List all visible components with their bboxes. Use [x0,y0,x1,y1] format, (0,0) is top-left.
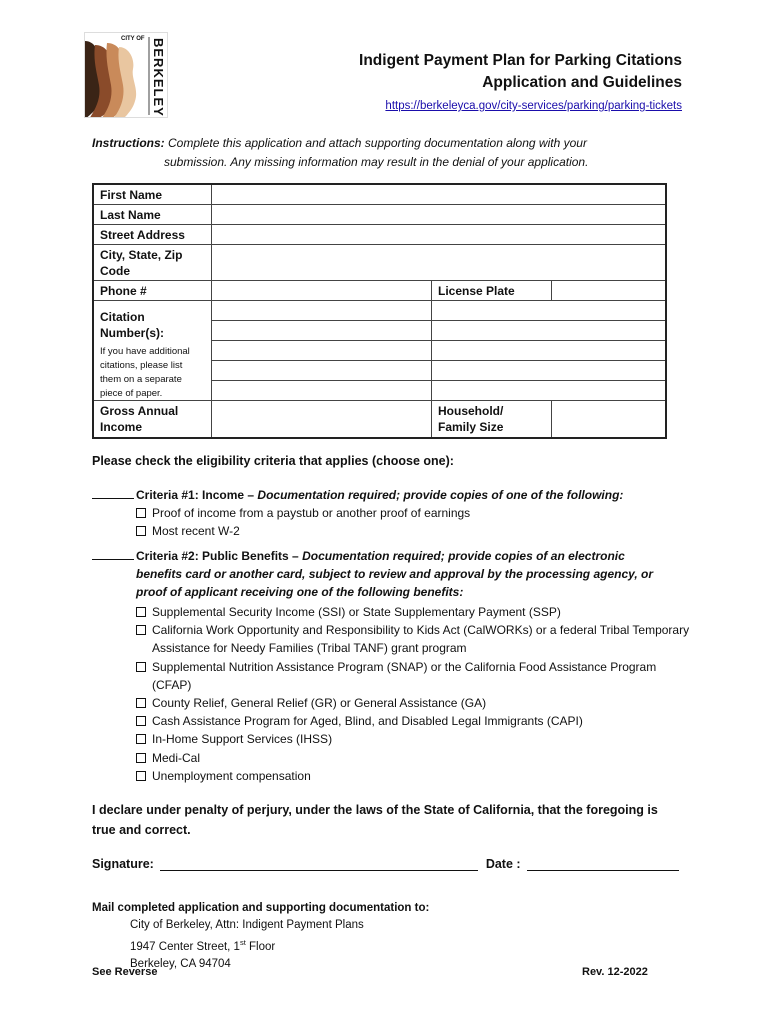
instructions-line2: submission. Any missing information may result in the denial of your application. [164,155,589,169]
citation-field-1b[interactable] [432,301,665,320]
checkbox[interactable] [136,771,146,781]
citation-field-2b[interactable] [432,321,665,340]
applicant-form [92,183,667,439]
declaration [92,800,692,840]
date-label: Date : [485,857,521,871]
option-paystub[interactable]: Proof of income from a paystub or another proof of earnings [136,504,692,522]
income-label-line1: Gross Annual [100,404,179,418]
checkbox[interactable] [136,607,146,617]
option-calworks[interactable]: California Work Opportunity and Responsibility to Kids Act (CalWORKs) or a federal Tribal Temporary Assistance for Needy Families (Tribal TANF) grant program [136,621,692,657]
citation-field-3b[interactable] [432,341,665,360]
option-unemployment[interactable]: Unemployment compensation [136,767,692,785]
phone-field[interactable] [212,281,431,300]
page-title: Indigent Payment Plan for Parking Citations [359,52,682,69]
citation-note-3: them on a separate [100,374,182,385]
option-w2[interactable]: Most recent W-2 [136,522,692,540]
city-state-zip-label [94,245,212,280]
household-size-field[interactable] [552,401,665,437]
city-row [94,245,665,281]
city-state-zip-field[interactable] [212,245,665,280]
citation-field-4a[interactable] [212,361,431,380]
phone-label: Phone # [94,281,212,300]
criteria-1 [92,486,623,504]
citation-note-4: piece of paper. [100,388,163,399]
license-plate-field[interactable] [552,281,665,300]
title-block [359,50,682,116]
option-capi[interactable]: Cash Assistance Program for Aged, Blind, and Disabled Legal Immigrants (CAPI) [136,712,692,730]
income-label-line2: Income [100,420,143,434]
declaration-line2: true and correct. [92,823,191,837]
last-name-row [94,205,665,225]
last-name-field[interactable] [212,205,665,224]
citation-label-line1: Citation [100,310,145,324]
income-label [94,401,212,437]
berkeley-logo [84,32,168,118]
option-county-relief[interactable]: County Relief, General Relief (GR) or General Assistance (GA) [136,694,692,712]
option-ssi[interactable]: Supplemental Security Income (SSI) or State Supplementary Payment (SSP) [136,603,692,621]
criteria-1-desc: Documentation required; provide copies of one of the following: [254,488,624,502]
criteria-2-desc: Documentation required; provide copies of an electronic [298,549,625,563]
checkbox[interactable] [136,716,146,726]
mail-addr2-sup: st [239,938,246,947]
option-medi-cal[interactable]: Medi-Cal [136,749,692,767]
criteria-2-cont2: proof of applicant receiving one of the following benefits: [136,585,464,599]
phone-row [94,281,665,301]
citation-field-5a[interactable] [212,381,431,400]
citation-field-5b[interactable] [432,381,665,400]
checkbox[interactable] [136,753,146,763]
household-label [432,401,552,437]
see-reverse: See Reverse [92,966,158,978]
declaration-line1: I declare under penalty of perjury, under the laws of the State of California, that the foregoing is [92,803,658,817]
last-name-label: Last Name [94,205,212,224]
street-label: Street Address [94,225,212,244]
signature-label: Signature: [92,857,154,871]
criteria-2-name: Criteria #2: Public Benefits – [136,549,299,563]
mail-addr2-pre: 1947 Center Street, 1 [130,940,240,953]
criteria-2 [92,547,653,601]
mail-addr2-post: Floor [245,940,276,953]
eligibility-heading: Please check the eligibility criteria that applies (choose one): [92,454,454,468]
option-ihss[interactable]: In-Home Support Services (IHSS) [136,730,692,748]
mail-heading: Mail completed application and supporting documentation to: [92,902,430,914]
instructions-line1: Complete this application and attach supporting documentation along with your [164,136,587,150]
first-name-label: First Name [94,185,212,204]
citation-field-4b[interactable] [432,361,665,380]
citation-label-line2: Number(s): [100,326,165,340]
option-snap[interactable]: Supplemental Nutrition Assistance Program (SNAP) or the California Food Assistance Program (CFAP) [136,658,692,694]
checkbox[interactable] [136,698,146,708]
criteria-1-name: Criteria #1: Income – [136,488,255,502]
mail-addr3: Berkeley, CA 94704 [130,957,231,970]
logo-berkeley: BERKELEY [151,38,166,117]
citation-row [94,301,665,401]
criteria-2-check-line[interactable] [92,559,134,560]
household-label-line2: Family Size [438,420,504,434]
instructions-label: Instructions: [92,136,165,150]
date-line[interactable] [527,857,679,871]
parking-tickets-link[interactable]: https://berkeleyca.gov/city-services/parking/parking-tickets [385,100,682,112]
street-row [94,225,665,245]
income-row [94,401,665,437]
checkbox[interactable] [136,625,146,635]
criteria-2-options [136,603,692,785]
citation-field-3a[interactable] [212,341,431,360]
street-address-field[interactable] [212,225,665,244]
criteria-1-options [136,504,692,540]
household-label-line1: Household/ [438,404,504,418]
revision: Rev. 12-2022 [582,966,648,978]
first-name-field[interactable] [212,185,665,204]
mailing-info [92,900,429,973]
city-label-line2: Code [100,264,130,278]
signature-row [92,857,679,871]
citation-note-1: If you have additional [100,346,190,357]
checkbox[interactable] [136,662,146,672]
gross-income-field[interactable] [212,401,431,437]
city-label-line1: City, State, Zip [100,248,183,262]
logo-city-of: CITY OF [121,36,145,42]
citation-label [94,301,212,400]
criteria-2-cont1: benefits card or another card, subject to review and approval by the processing agency, or [136,567,654,581]
citation-note-2: citations, please list [100,360,183,371]
mail-addr2 [92,934,429,956]
page-subtitle: Application and Guidelines [482,74,682,91]
criteria-1-check-line[interactable] [92,498,134,499]
instructions [92,134,692,172]
citation-note [100,345,205,401]
checkbox[interactable] [136,734,146,744]
first-name-row [94,185,665,205]
license-plate-label: License Plate [432,281,552,300]
citation-field-1a[interactable] [212,301,431,320]
checkbox[interactable] [136,526,146,536]
checkbox[interactable] [136,508,146,518]
citation-field-2a[interactable] [212,321,431,340]
mail-addr1: City of Berkeley, Attn: Indigent Payment Plans [130,919,364,931]
signature-line[interactable] [160,857,478,871]
